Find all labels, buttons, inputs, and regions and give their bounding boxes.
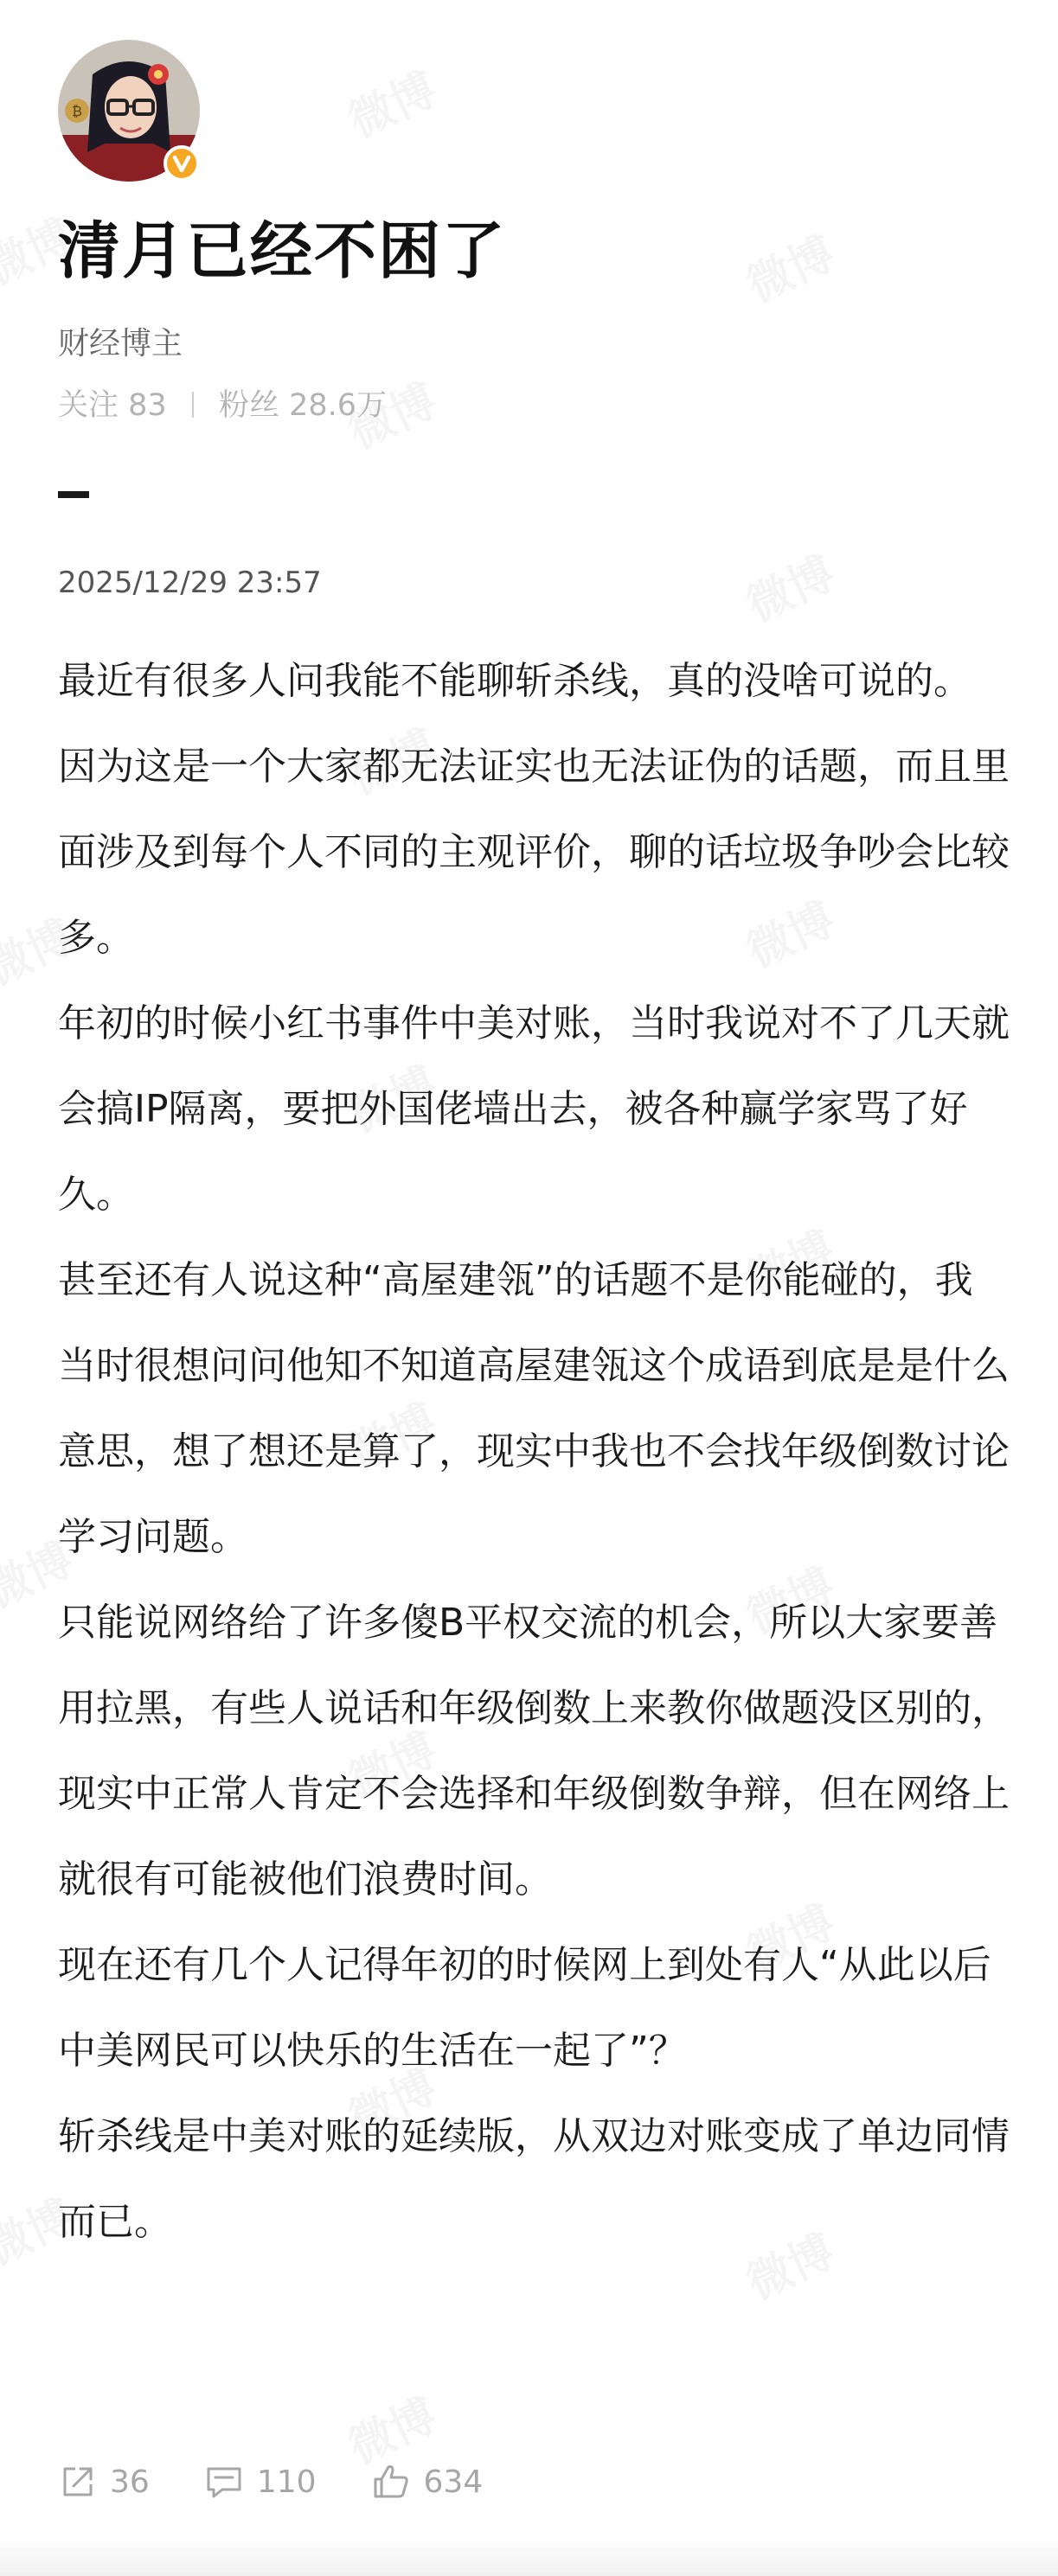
bottom-edge bbox=[0, 2538, 1058, 2576]
section-divider bbox=[58, 491, 89, 498]
post-content bbox=[58, 638, 1010, 2265]
post-paragraph: 只能说网络给了许多傻B平权交流的机会，所以大家要善用拉黑，有些人说话和年级倒数上来教你做题没区别的，现实中正常人肯定不会选择和年级倒数争辩，但在网络上就很有可能被他们浪费时间。 bbox=[58, 1601, 1010, 1902]
watermark bbox=[337, 54, 446, 150]
follow-count: 83 bbox=[128, 388, 167, 423]
follow-stat[interactable] bbox=[58, 388, 176, 423]
post-paragraph: 斩杀线是中美对账的延续版，从双边对账变成了单边同情而已。 bbox=[58, 2114, 1010, 2244]
avatar[interactable] bbox=[58, 40, 200, 182]
fans-stat[interactable] bbox=[219, 388, 387, 423]
post-actions-bar bbox=[58, 2456, 536, 2508]
post-paragraph: 现在还有几个人记得年初的时候网上到处有人“从此以后中美网民可以快乐的生活在一起了”？ bbox=[58, 1943, 991, 2073]
user-name[interactable]: 清月已经不困了 bbox=[58, 214, 507, 287]
post-paragraph: 甚至还有人说这种“高屋建瓴”的话题不是你能碰的，我当时很想问问他知不知道高屋建瓴这个成语到底是是什么意思，想了想还是算了，现实中我也不会找年级倒数讨论学习问题。 bbox=[58, 1258, 1010, 1559]
watermark bbox=[734, 218, 843, 315]
share-icon bbox=[58, 2462, 98, 2502]
post-paragraph: 年初的时候小红书事件中美对账，当时我说对不了几天就会搞IP隔离，要把外国佬墙出去，被各种赢学家骂了好久。 bbox=[58, 1001, 1010, 1217]
fans-label: 粉丝 bbox=[218, 388, 279, 423]
svg-text:₿: ₿ bbox=[72, 103, 82, 119]
watermark bbox=[734, 538, 843, 635]
post-paragraph: 最近有很多人问我能不能聊斩杀线，真的没啥可说的。 bbox=[58, 659, 971, 703]
share-button[interactable] bbox=[58, 2462, 150, 2502]
like-button[interactable] bbox=[370, 2462, 484, 2502]
stats-divider bbox=[192, 392, 194, 418]
share-count: 36 bbox=[110, 2464, 150, 2500]
comment-count: 110 bbox=[256, 2464, 317, 2500]
follow-label: 关注 bbox=[58, 388, 119, 423]
comment-button[interactable] bbox=[203, 2462, 317, 2502]
user-role-label: 财经博主 bbox=[58, 326, 183, 361]
thumbs-up-icon bbox=[370, 2462, 412, 2502]
comment-icon bbox=[203, 2462, 245, 2502]
verified-v-badge-icon bbox=[164, 145, 200, 182]
post-paragraph: 因为这是一个大家都无法证实也无法证伪的话题，而且里面涉及到每个人不同的主观评价，聊的话垃圾争吵会比较多。 bbox=[58, 745, 1010, 960]
like-count: 634 bbox=[423, 2464, 484, 2500]
user-stats bbox=[58, 386, 387, 425]
post-date: 2025/12/29 23:57 bbox=[58, 566, 322, 600]
fans-count: 28.6万 bbox=[289, 388, 388, 423]
